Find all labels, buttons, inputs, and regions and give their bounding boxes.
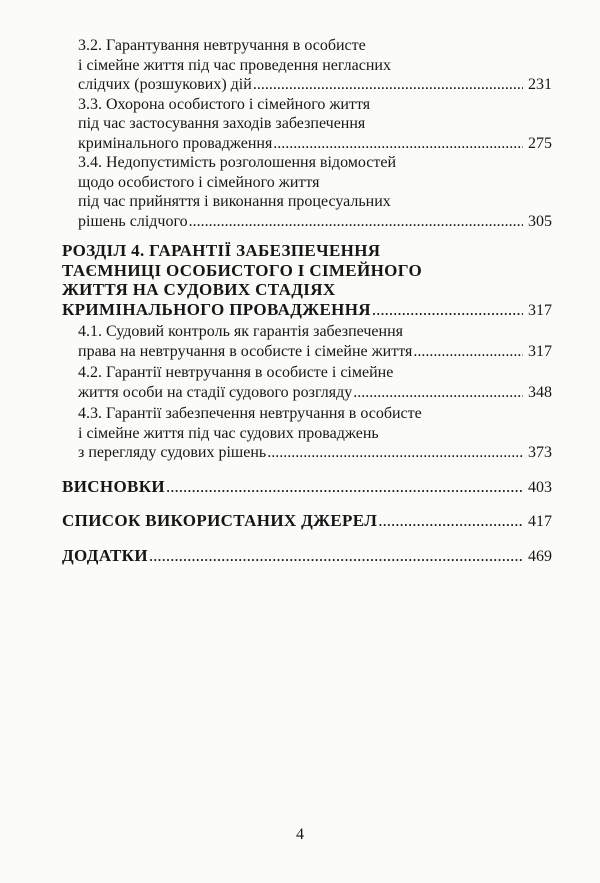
toc-page-number: 417 (528, 513, 552, 530)
toc-section-conclusions (62, 477, 552, 498)
dot-leader (267, 443, 523, 463)
dot-leader (149, 546, 523, 566)
dot-leader (353, 383, 523, 403)
dot-leader (253, 75, 523, 95)
toc-section-text: ЖИТТЯ НА СУДОВИХ СТАДІЯХ (62, 280, 336, 299)
toc-section-last-line (62, 546, 552, 567)
toc-entry-text: 3.2. Гарантування невтручання в особисте (78, 37, 366, 54)
toc-entry-text: рішень слідчого (78, 212, 188, 230)
toc-section-text: СПИСОК ВИКОРИСТАНИХ ДЖЕРЕЛ (62, 511, 378, 530)
toc-section-4 (62, 241, 552, 320)
toc-entry-text: 4.1. Судовий контроль як гарантія забезпечення (78, 323, 403, 340)
toc-page-number: 231 (528, 76, 552, 93)
dot-leader (378, 511, 523, 531)
toc-section-last-line (62, 511, 552, 532)
dot-leader (273, 134, 523, 154)
toc-page-number: 403 (528, 478, 552, 496)
toc-entry-4-3 (62, 404, 552, 463)
toc-entry-last-line (78, 443, 552, 463)
toc-entry-last-line (78, 134, 552, 154)
toc-entry-4-2 (62, 363, 552, 402)
toc-section-text: РОЗДІЛ 4. ГАРАНТІЇ ЗАБЕЗПЕЧЕННЯ (62, 241, 381, 260)
toc-page-number: 317 (528, 342, 552, 360)
toc-page-number: 469 (528, 547, 552, 565)
dot-leader (372, 300, 523, 320)
toc-entry-text: 4.2. Гарантії невтручання в особисте і сімейне (78, 364, 394, 381)
toc-entry-3-4 (62, 153, 552, 231)
toc-entry-text: 3.4. Недопустимість розголошення відомостей (78, 154, 397, 171)
toc-entry-3-2 (62, 36, 552, 95)
toc-section-text: ВИСНОВКИ (62, 476, 165, 496)
toc-entry-text: і сімейне життя під час судових проваджень (78, 424, 379, 442)
toc-section-last-line (62, 300, 552, 321)
toc-page-number: 275 (528, 134, 552, 152)
toc-section-text: ДОДАТКИ (62, 545, 148, 565)
toc-entry-4-1 (62, 322, 552, 361)
toc-entry-last-line (78, 342, 552, 362)
toc-entry-text: з перегляду судових рішень (78, 444, 267, 461)
dot-leader (413, 342, 523, 362)
toc-entry-text: під час застосування заходів забезпечення (78, 115, 366, 132)
toc-section-appendices (62, 546, 552, 567)
toc-entry-3-3 (62, 95, 552, 154)
toc-section-text: ТАЄМНИЦІ ОСОБИСТОГО І СІМЕЙНОГО (62, 260, 423, 280)
dot-leader (166, 477, 523, 497)
toc-entry-text: під час прийняття і виконання процесуальних (78, 193, 391, 210)
toc-entry-last-line (78, 212, 552, 232)
toc-entry-text: 3.3. Охорона особистого і сімейного життя (78, 95, 371, 113)
toc-entry-text: 4.3. Гарантії забезпечення невтручання в особисте (78, 405, 422, 422)
toc-page-number: 373 (528, 444, 552, 461)
toc-page-number: 317 (528, 301, 552, 319)
toc-entry-text: щодо особистого і сімейного життя (78, 173, 320, 191)
toc-section-text: КРИМІНАЛЬНОГО ПРОВАДЖЕННЯ (62, 299, 371, 319)
toc-section-last-line (62, 477, 552, 498)
toc-entry-text: права на невтручання в особисте і сімейне життя (78, 342, 413, 360)
toc-entry-text: кримінального провадження (78, 134, 273, 152)
toc-entry-last-line (78, 383, 552, 403)
toc-entry-last-line (78, 75, 552, 95)
toc-entry-text: життя особи на стадії судового розгляду (78, 383, 353, 401)
page-number: 4 (296, 826, 304, 843)
toc-section-references (62, 511, 552, 532)
toc-entry-text: і сімейне життя під час проведення негласних (78, 56, 391, 74)
dot-leader (189, 212, 523, 232)
toc-entry-text: слідчих (розшукових) дій (78, 76, 252, 93)
toc-page-number: 348 (528, 383, 552, 401)
table-of-contents (62, 36, 552, 566)
toc-page-number: 305 (528, 212, 552, 230)
